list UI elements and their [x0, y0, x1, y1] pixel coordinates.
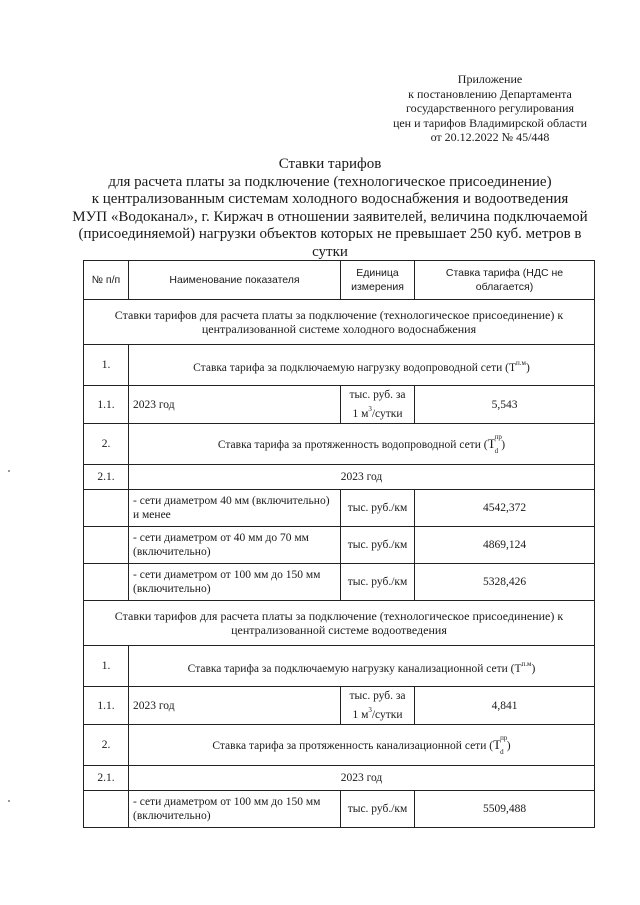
title-line: МУП «Водоканал», г. Киржач в отношении заявителей, величина подключаемой: [72, 208, 588, 225]
row-name: 2023 год: [129, 687, 341, 725]
section-heading: Ставки тарифов для расчета платы за подключение (технологическое присоединение) к централизованной системе водоотведения: [84, 601, 595, 646]
td-symbol: T пр d: [493, 733, 508, 756]
appendix-line: цен и тарифов Владимирской области: [392, 115, 588, 130]
row-year: 2023 год: [129, 465, 595, 490]
table-row: [84, 386, 595, 424]
table-row: [84, 687, 595, 725]
tariff-table: [83, 260, 595, 828]
row-unit: тыс. руб./км: [341, 490, 415, 527]
row-year: 2023 год: [129, 766, 595, 791]
row-label: Ставка тарифа за подключаемую нагрузку канализационной сети $(Т^{п.м})$: [129, 646, 595, 687]
row-number: 1.: [84, 345, 129, 386]
row-number: 2.1.: [84, 766, 129, 791]
appendix-line: государственного регулирования: [405, 101, 575, 115]
row-number: 1.: [84, 646, 129, 687]
row-label: Ставка тарифа за подключаемую нагрузку водопроводной сети $(Т^{п.м})$: [129, 345, 595, 386]
appendix-line: Приложение: [457, 72, 523, 86]
title-line: (присоединяемой) нагрузки объектов которых не превышает 250 куб. метров в: [78, 226, 582, 242]
row-value: 4,841: [415, 687, 595, 725]
row-value: 5509,488: [415, 791, 595, 828]
row-number-empty: [84, 490, 129, 527]
table-header-row: [84, 261, 595, 300]
appendix-line: к постановлению Департамента: [408, 86, 572, 101]
title-line: к централизованным системам холодного водоснабжения и водоотведения: [91, 191, 569, 207]
row-name: - сети диаметром 40 мм (включительно) и менее: [129, 490, 341, 527]
section-heading: Ставки тарифов для расчета платы за подключение (технологическое присоединение) к централизованной системе холодного водоснабжения: [84, 300, 595, 345]
row-number-empty: [84, 527, 129, 564]
section-heading-row: [84, 300, 595, 345]
table-row: [84, 646, 595, 687]
row-value: 4542,372: [415, 490, 595, 527]
section-heading-row: [84, 601, 595, 646]
appendix-header: [380, 72, 600, 145]
header-name: Наименование показателя: [129, 261, 341, 300]
document-title: [60, 156, 600, 261]
header-num: № п/п: [84, 261, 129, 300]
td-symbol: T пр d: [487, 432, 502, 455]
row-label: Ставка тарифа за протяженность водопроводной сети (T пр d ): [129, 424, 595, 465]
row-name: - сети диаметром от 100 мм до 150 мм (включительно): [129, 564, 341, 601]
row-unit: тыс. руб. за 1 $м^3$/сутки: [341, 386, 415, 424]
row-value: 5,543: [415, 386, 595, 424]
row-value: 4869,124: [415, 527, 595, 564]
scan-mark: [8, 470, 10, 472]
row-number: 2.: [84, 424, 129, 465]
row-number: 2.1.: [84, 465, 129, 490]
table-row: [84, 424, 595, 465]
title-line: сутки: [312, 243, 348, 260]
header-unit: Единица измерения: [341, 261, 415, 300]
table-row: [84, 564, 595, 601]
row-unit: тыс. руб./км: [341, 791, 415, 828]
row-name: - сети диаметром от 100 мм до 150 мм (включительно): [129, 791, 341, 828]
row-number: 1.1.: [84, 386, 129, 424]
row-number-empty: [84, 564, 129, 601]
row-number-empty: [84, 791, 129, 828]
row-number: 1.1.: [84, 687, 129, 725]
row-value: 5328,426: [415, 564, 595, 601]
row-unit: тыс. руб./км: [341, 527, 415, 564]
title-line: для расчета платы за подключение (технологическое присоединение): [108, 173, 552, 190]
row-number: 2.: [84, 725, 129, 766]
title-line: Ставки тарифов: [278, 156, 382, 172]
table-row: [84, 766, 595, 791]
header-rate: Ставка тарифа (НДС не облагается): [415, 261, 595, 300]
table-row: [84, 791, 595, 828]
row-name: - сети диаметром от 40 мм до 70 мм (включительно): [129, 527, 341, 564]
appendix-line: от 20.12.2022 № 45/448: [430, 130, 550, 144]
row-name: 2023 год: [129, 386, 341, 424]
table-row: [84, 345, 595, 386]
row-label: Ставка тарифа за протяженность канализационной сети (T пр d ): [129, 725, 595, 766]
table-row: [84, 527, 595, 564]
table-row: [84, 490, 595, 527]
row-unit: тыс. руб./км: [341, 564, 415, 601]
table-row: [84, 465, 595, 490]
scan-mark: [8, 800, 10, 802]
table-row: [84, 725, 595, 766]
row-unit: тыс. руб. за 1 $м^3$/сутки: [341, 687, 415, 725]
